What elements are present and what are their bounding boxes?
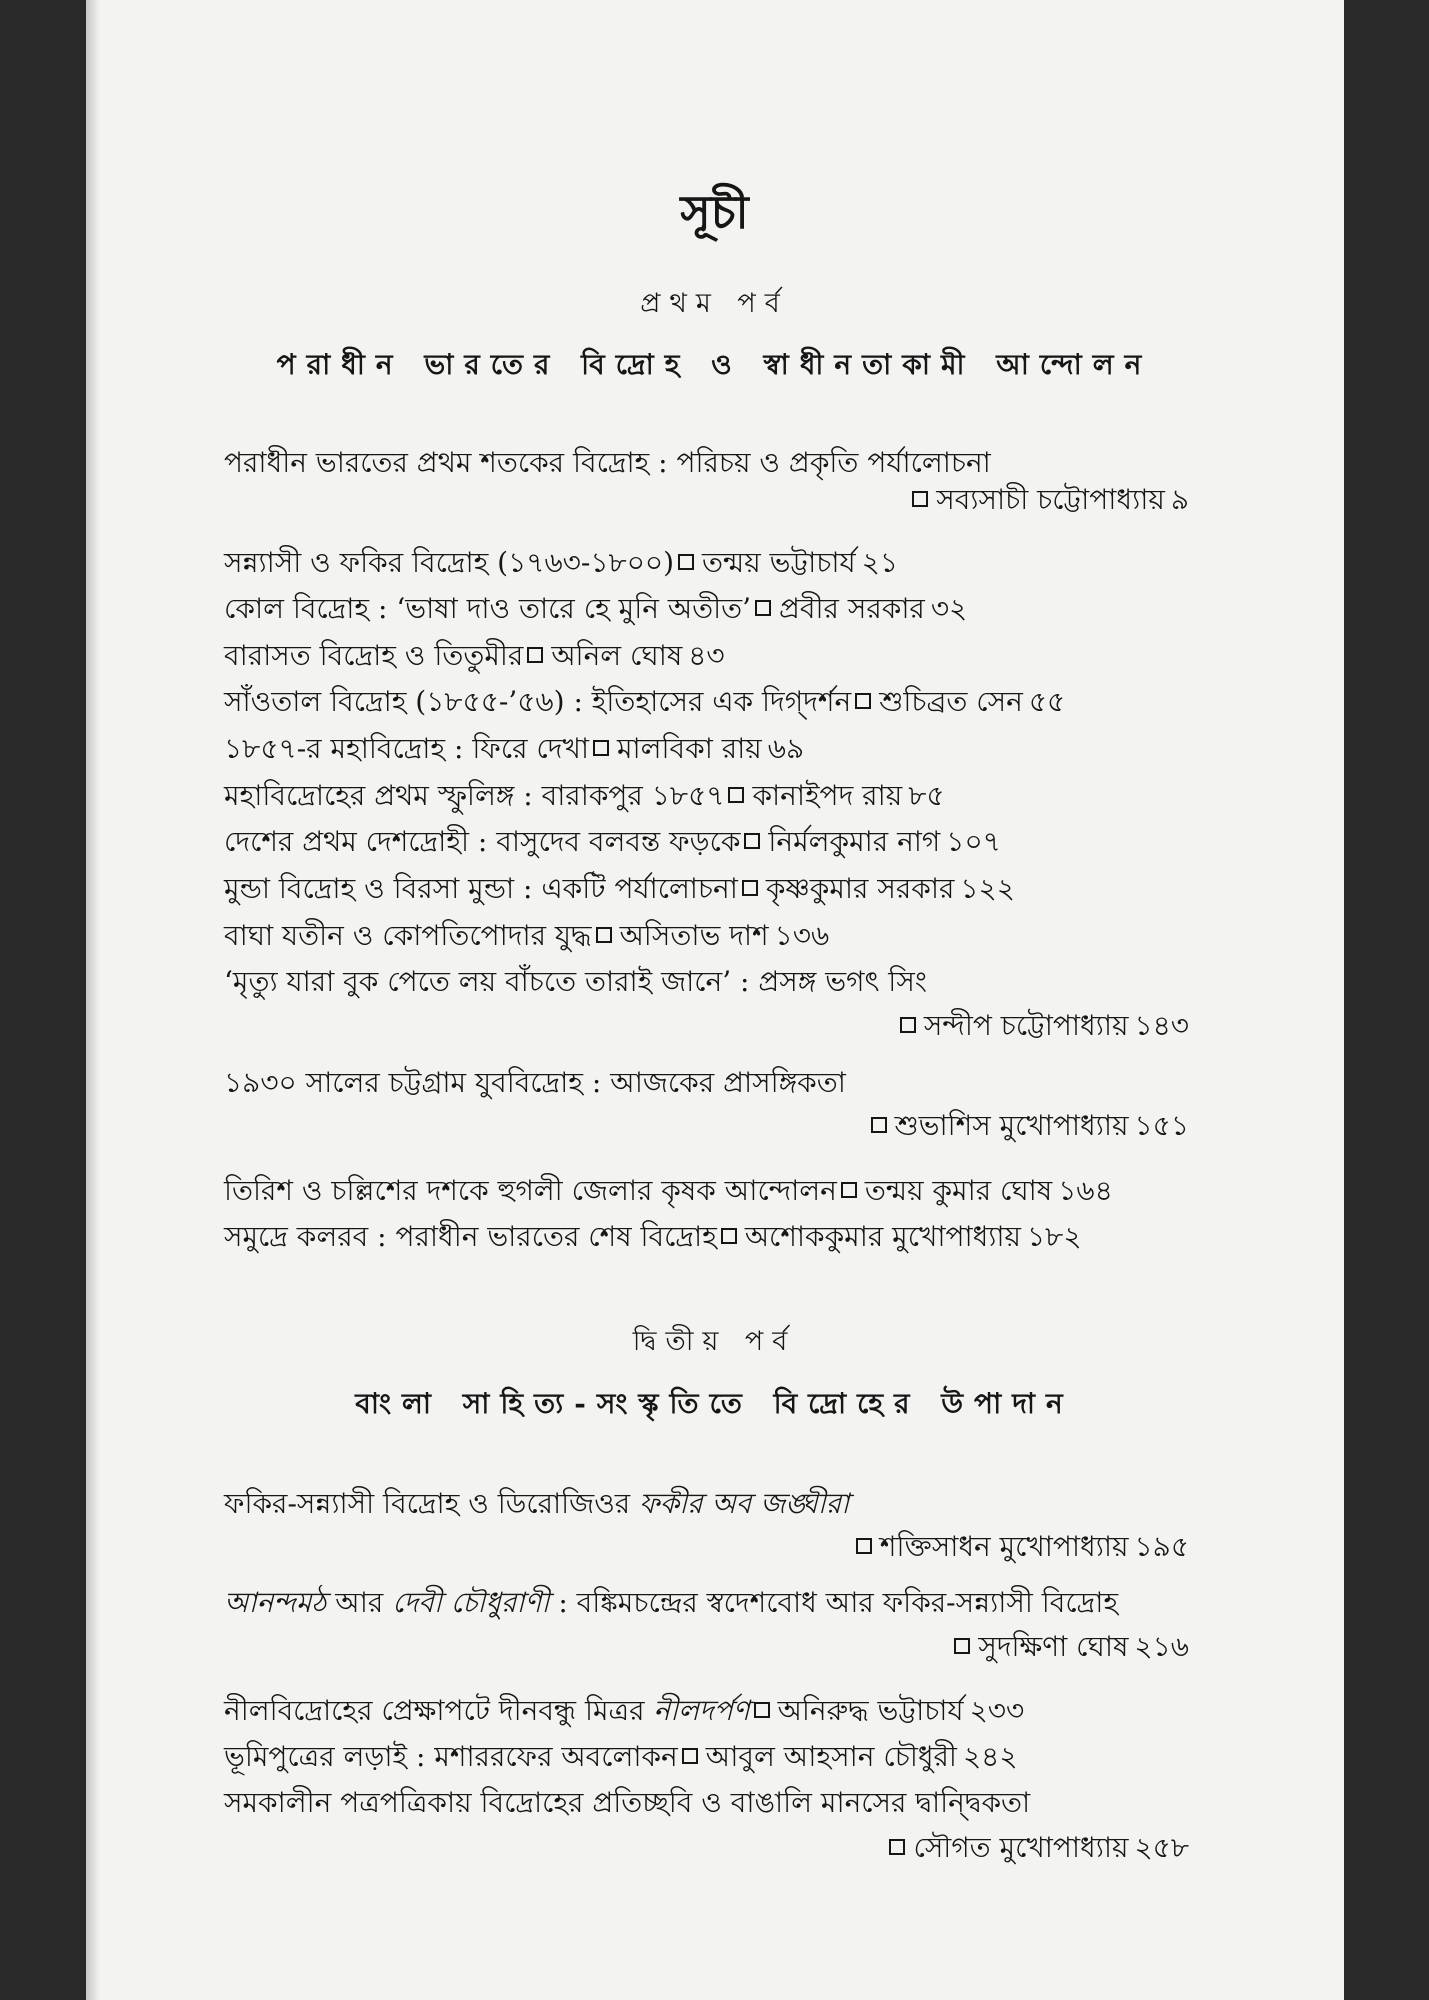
- toc-entry-author: অনিরুদ্ধ ভট্টাচার্য: [777, 1694, 964, 1727]
- toc-entry-author-line: [908, 478, 1189, 525]
- toc-entry-title: দেশের প্রথম দেশদ্রোহী : বাসুদেব বলবন্ত ফড়কে: [224, 825, 741, 858]
- toc-entry-author: মালবিকা রায়: [616, 732, 762, 765]
- toc-entry-page: ২৪২: [962, 1740, 1018, 1773]
- toc-entry-title: সাঁওতাল বিদ্রোহ (১৮৫৫-’৫৬) : ইতিহাসের এক দিগ্‌দর্শন: [224, 685, 852, 718]
- toc-entry: [224, 541, 1194, 588]
- toc-entry-title: [224, 1482, 1194, 1529]
- toc-entry-title: মুন্ডা বিদ্রোহ ও বিরসা মুন্ডা : একটি পর্যালোচনা: [224, 872, 738, 905]
- toc-entry: [224, 727, 1194, 774]
- square-bullet-icon: [742, 880, 758, 896]
- toc-entry-author-line: [885, 1826, 1189, 1873]
- toc-entry-author: সৌগত মুখোপাধ্যায়: [913, 1831, 1129, 1864]
- toc-entry-title-text: : বঙ্কিমচন্দ্রের স্বদেশবোধ আর ফকির-সন্ন্যাসী বিদ্রোহ: [549, 1586, 1119, 1619]
- square-bullet-icon: [855, 693, 871, 709]
- page-title: সূচী: [680, 185, 749, 239]
- toc-entry: [224, 587, 1194, 634]
- toc-entry-page: ৪৩: [688, 639, 725, 672]
- toc-entry-page: ১৩৬: [774, 919, 830, 952]
- square-bullet-icon: [889, 1839, 905, 1855]
- square-bullet-icon: [754, 1702, 770, 1718]
- square-bullet-icon: [954, 1638, 970, 1654]
- square-bullet-icon: [596, 927, 612, 943]
- square-bullet-icon: [841, 1182, 857, 1198]
- square-bullet-icon: [755, 600, 771, 616]
- toc-entry: [224, 1215, 1194, 1262]
- square-bullet-icon: [871, 1117, 887, 1133]
- toc-entry-author: অসিতাভ দাশ: [619, 919, 769, 952]
- part-1-subtitle: পরাধীন ভারতের বিদ্রোহ ও স্বাধীনতাকামী আন্দোলন: [276, 348, 1153, 381]
- toc-entry-author-line: [950, 1625, 1189, 1672]
- toc-entry-title: বারাসত বিদ্রোহ ও তিতুমীর: [224, 639, 524, 672]
- toc-entry-author: শুভাশিস মুখোপাধ্যায়: [894, 1109, 1129, 1142]
- toc-entry-title: সন্ন্যাসী ও ফকির বিদ্রোহ (১৭৬৩-১৮০০): [224, 546, 675, 579]
- toc-entry-author: সুদক্ষিণা ঘোষ: [978, 1630, 1129, 1663]
- toc-entry-author: প্রবীর সরকার: [779, 592, 925, 625]
- toc-entry: [224, 1169, 1194, 1216]
- toc-entry-title: মহাবিদ্রোহের প্রথম স্ফুলিঙ্গ : বারাকপুর ১৮৫৭: [224, 779, 725, 812]
- toc-entry-page: ১৯৫: [1134, 1530, 1189, 1563]
- toc-entry-page: ১০৭: [946, 825, 1001, 858]
- toc-entry-title-italic: আনন্দমঠ: [224, 1586, 327, 1619]
- toc-entry-author: শুচিব্রত সেন: [879, 685, 1023, 718]
- toc-entry: [224, 1735, 1194, 1782]
- toc-entry-title: ভূমিপুত্রের লড়াই : মশাররফের অবলোকন: [224, 1740, 678, 1773]
- toc-entry-title: সমুদ্রে কলরব : পরাধীন ভারতের শেষ বিদ্রোহ: [224, 1220, 717, 1253]
- toc-entry-author: কৃষ্ণকুমার সরকার: [765, 872, 955, 905]
- toc-entry: [224, 634, 1194, 681]
- toc-entry-page: ২৫৮: [1134, 1831, 1189, 1864]
- toc-entry: [224, 820, 1194, 867]
- square-bullet-icon: [728, 787, 744, 803]
- toc-entry: [224, 1689, 1194, 1736]
- toc-entry-page: ১৮২: [1027, 1220, 1082, 1253]
- toc-entry-page: ১৬৪: [1058, 1174, 1113, 1207]
- toc-entry-title: বাঘা যতীন ও কোপতিপোদার যুদ্ধ: [224, 919, 592, 952]
- toc-entry-author: সব্যসাচী চট্টোপাধ্যায়: [936, 483, 1165, 516]
- toc-entry-author: অনিল ঘোষ: [551, 639, 683, 672]
- toc-entry-page: ২৩৩: [969, 1694, 1025, 1727]
- toc-entry-title: তিরিশ ও চল্লিশের দশকে হুগলী জেলার কৃষক আন্দোলন: [224, 1174, 837, 1207]
- toc-entry-page: ৩২: [930, 592, 968, 625]
- toc-entry-author: তন্ময় ভট্টাচার্য: [702, 546, 856, 579]
- toc-entry-author-line: [896, 1004, 1189, 1051]
- toc-entry-author: সন্দীপ চট্টোপাধ্যায়: [923, 1009, 1129, 1042]
- toc-entry-page: ৬৯: [767, 732, 805, 765]
- square-bullet-icon: [527, 647, 543, 663]
- toc-entry-title-italic: ফকীর অব জঙ্ঘীরা: [639, 1487, 850, 1520]
- toc-entry: [224, 680, 1194, 727]
- square-bullet-icon: [744, 833, 760, 849]
- toc-entry-author: আবুল আহসান চৌধুরী: [705, 1740, 957, 1773]
- toc-entry-page: ৯: [1170, 483, 1189, 516]
- toc-entry-author-line: [852, 1525, 1189, 1572]
- square-bullet-icon: [912, 491, 928, 507]
- toc-entry-page: ৫৫: [1028, 685, 1066, 718]
- toc-entry-author-line: [867, 1104, 1189, 1151]
- square-bullet-icon: [900, 1017, 916, 1033]
- toc-entry-page: ২১৬: [1134, 1630, 1189, 1663]
- toc-entry-title-italic: নীলদর্পণ: [653, 1694, 750, 1727]
- square-bullet-icon: [856, 1538, 872, 1554]
- square-bullet-icon: [721, 1228, 737, 1244]
- part-2-subtitle: বাংলা সাহিত্য-সংস্কৃতিতে বিদ্রোহের উপাদান: [355, 1387, 1074, 1420]
- toc-entry-page: ৮৫: [908, 779, 945, 812]
- toc-entry-author: নির্মলকুমার নাগ: [768, 825, 941, 858]
- part-2-label: দ্বিতীয় পর্ব: [632, 1326, 797, 1357]
- toc-entry-title: কোল বিদ্রোহ : ‘ভাষা দাও তারে হে মুনি অতীত’: [224, 592, 752, 625]
- square-bullet-icon: [678, 554, 694, 570]
- toc-entry-title: ‘মৃত্যু যারা বুক পেতে লয় বাঁচতে তারাই জানে’ : প্রসঙ্গ ভগৎ সিং: [224, 965, 927, 998]
- toc-entry: [224, 914, 1194, 961]
- toc-entry-title-text: আর: [326, 1586, 393, 1619]
- toc-entry: [224, 774, 1194, 821]
- toc-entry: [224, 867, 1194, 914]
- toc-entry-page: ১২২: [960, 872, 1015, 905]
- toc-entry-title: [224, 1581, 1194, 1628]
- square-bullet-icon: [682, 1748, 698, 1764]
- part-1-label: প্রথম পর্ব: [640, 288, 789, 319]
- toc-entry-title-italic: দেবী চৌধুরাণী: [392, 1586, 550, 1619]
- toc-entry-page: ২১: [861, 546, 899, 579]
- toc-entry-title-text: নীলবিদ্রোহের প্রেক্ষাপটে দীনবন্ধু মিত্রর: [224, 1694, 654, 1727]
- toc-entry-author: কানাইপদ রায়: [752, 779, 903, 812]
- toc-entry-author: শক্তিসাধন মুখোপাধ্যায়: [879, 1530, 1129, 1563]
- square-bullet-icon: [593, 740, 609, 756]
- toc-entry-title: ১৮৫৭-র মহাবিদ্রোহ : ফিরে দেখা: [224, 732, 589, 765]
- toc-entry-page: ১৪৩: [1134, 1009, 1189, 1042]
- toc-entry-title: সমকালীন পত্রপত্রিকায় বিদ্রোহের প্রতিচ্ছবি ও বাঙালি মানসের দ্বান্দ্বিকতা: [224, 1786, 1031, 1819]
- toc-entry-title: ১৯৩০ সালের চট্টগ্রাম যুববিদ্রোহ : আজকের প্রাসঙ্গিকতা: [224, 1066, 846, 1099]
- toc-entry-title: পরাধীন ভারতের প্রথম শতকের বিদ্রোহ : পরিচয় ও প্রকৃতি পর্যালোচনা: [224, 446, 991, 479]
- toc-entry-author: তন্ময় কুমার ঘোষ: [864, 1174, 1053, 1207]
- toc-entry-title-text: ফকির-সন্ন্যাসী বিদ্রোহ ও ডিরোজিওর: [224, 1487, 640, 1520]
- toc-entry-author: অশোককুমার মুখোপাধ্যায়: [744, 1220, 1022, 1253]
- toc-entry-page: ১৫১: [1134, 1109, 1189, 1142]
